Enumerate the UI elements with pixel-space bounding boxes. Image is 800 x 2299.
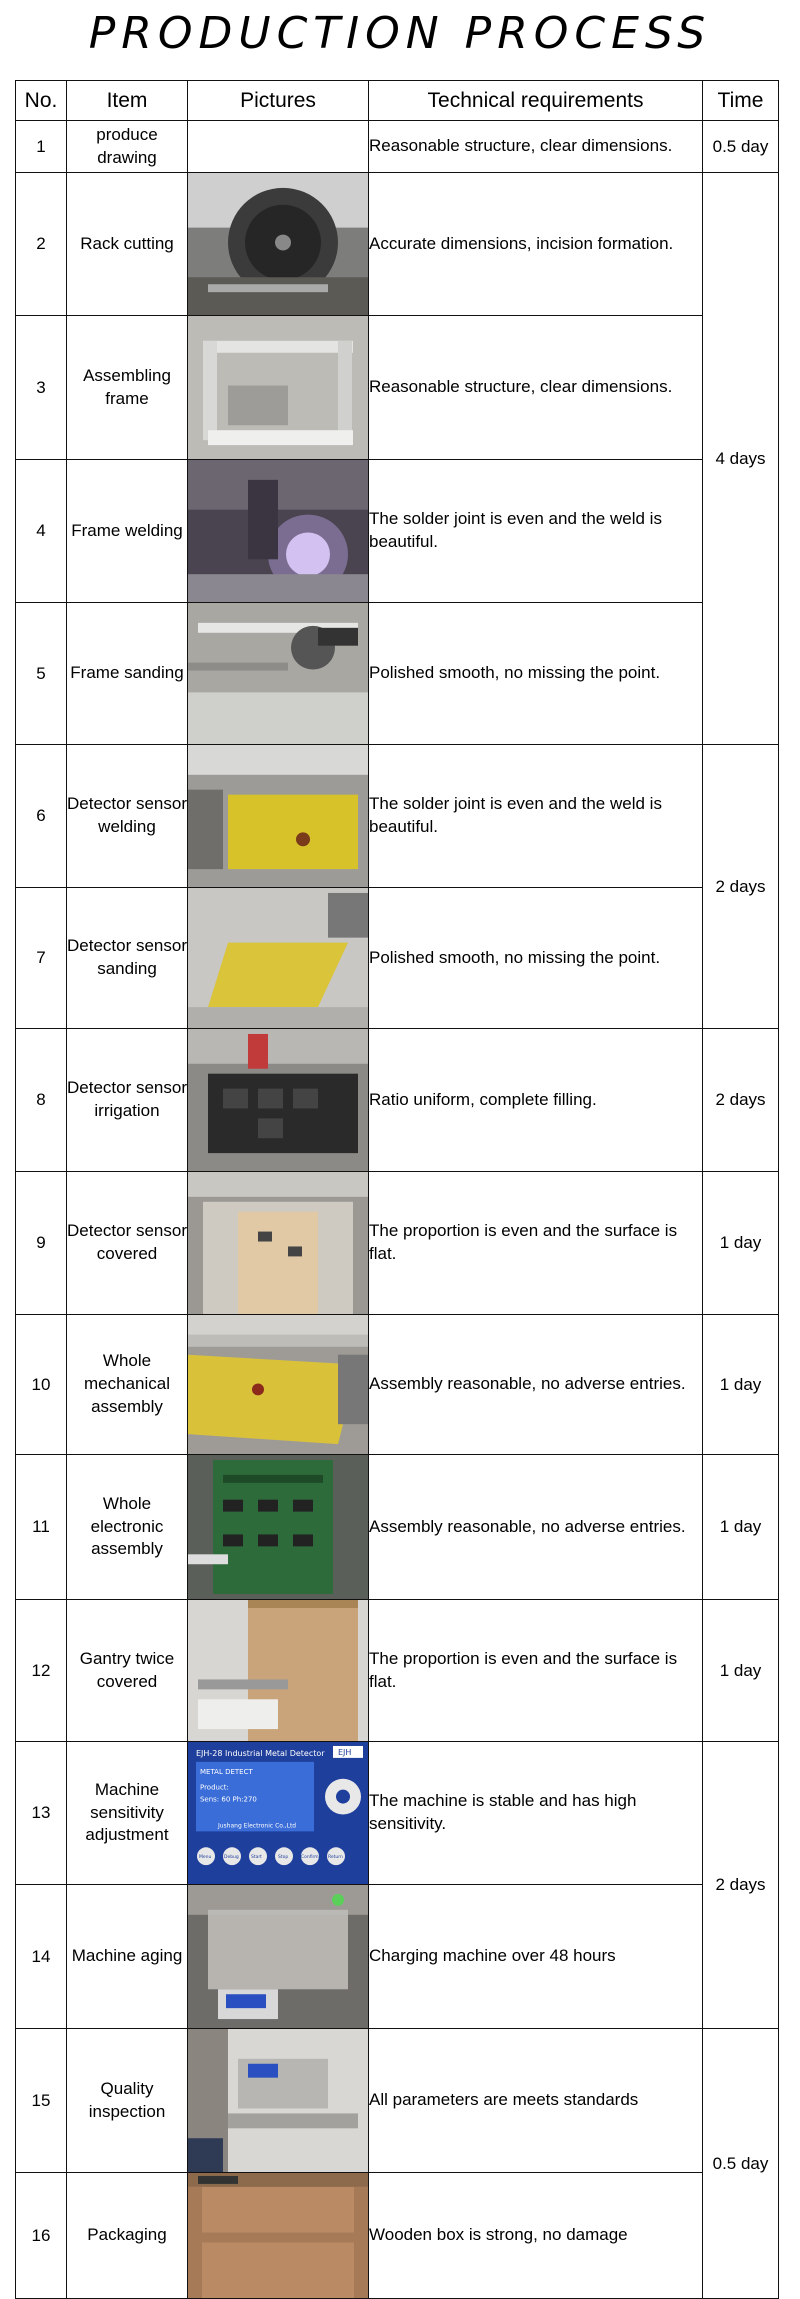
table-row — [16, 1455, 779, 1600]
row-item: Assembling frame — [67, 316, 188, 460]
row-item: Frame welding — [67, 460, 188, 603]
row-requirement: Polished smooth, no missing the point. — [369, 603, 703, 745]
row-requirement: Reasonable structure, clear dimensions. — [369, 121, 703, 173]
row-item: Frame sanding — [67, 603, 188, 745]
aging-machine-photo — [188, 1885, 368, 2028]
row-requirement: All parameters are meets standards — [369, 2029, 703, 2173]
table-row — [16, 2029, 779, 2173]
time-cell: 2 days — [703, 1742, 779, 2029]
header-item: Item — [67, 81, 188, 121]
header-no: No. — [16, 81, 67, 121]
row-item: Detector sensor covered — [67, 1172, 188, 1315]
welding-photo — [188, 460, 368, 602]
time-cell: 1 day — [703, 1172, 779, 1315]
row-item: Whole mechanical assembly — [67, 1315, 188, 1455]
row-number: 8 — [16, 1029, 67, 1172]
row-number: 15 — [16, 2029, 67, 2173]
time-cell: 0.5 day — [703, 2029, 779, 2299]
time-cell: 1 day — [703, 1315, 779, 1455]
time-cell: 2 days — [703, 745, 779, 1029]
row-item: Packaging — [67, 2173, 188, 2299]
row-number: 6 — [16, 745, 67, 888]
time-cell: 2 days — [703, 1029, 779, 1172]
sensor-welding-photo — [188, 745, 368, 887]
row-item: Quality inspection — [67, 2029, 188, 2173]
steel-frame-photo — [188, 316, 368, 459]
saw-cutting-photo — [188, 173, 368, 315]
table-row — [16, 1029, 779, 1172]
row-number: 3 — [16, 316, 67, 460]
wooden-box-photo — [188, 2173, 368, 2298]
panel-button-confirm: Confirm — [301, 1855, 319, 1861]
header-technical-requirements: Technical requirements — [369, 81, 703, 121]
table-row — [16, 888, 779, 1029]
row-number: 10 — [16, 1315, 67, 1455]
sensor-cover-photo — [188, 1172, 368, 1314]
row-number: 11 — [16, 1455, 67, 1600]
panel-button-debug: Debug — [224, 1855, 239, 1861]
row-number: 16 — [16, 2173, 67, 2299]
table-row — [16, 173, 779, 316]
mechanical-assembly-photo — [188, 1315, 368, 1454]
page-title: PRODUCTION PROCESS — [88, 8, 712, 59]
panel-button-menu: Menu — [199, 1855, 212, 1861]
row-item: Detector sensor welding — [67, 745, 188, 888]
panel-brand: EJH-28 Industrial Metal Detector — [196, 1748, 325, 1758]
production-process-table — [15, 80, 779, 2299]
row-number: 4 — [16, 460, 67, 603]
table-row — [16, 603, 779, 745]
row-requirement: The proportion is even and the surface is flat. — [369, 1600, 703, 1742]
table-row — [16, 745, 779, 888]
row-requirement: The proportion is even and the surface is flat. — [369, 1172, 703, 1315]
row-requirement: Ratio uniform, complete filling. — [369, 1029, 703, 1172]
panel-line1: METAL DETECT — [200, 1767, 253, 1776]
panel-button-stop: Stop — [278, 1855, 289, 1861]
table-row — [16, 1600, 779, 1742]
sensor-sanding-photo — [188, 888, 368, 1028]
row-requirement: Charging machine over 48 hours — [369, 1885, 703, 2029]
header-time: Time — [703, 81, 779, 121]
row-item: Detector sensor sanding — [67, 888, 188, 1029]
table-row — [16, 1885, 779, 2029]
irrigation-photo — [188, 1029, 368, 1171]
row-number: 12 — [16, 1600, 67, 1742]
panel-button-return: Return — [328, 1855, 343, 1861]
panel-line2: Product: — [200, 1783, 229, 1792]
circuit-board-photo — [188, 1455, 368, 1599]
row-requirement: Accurate dimensions, incision formation. — [369, 173, 703, 316]
row-item: Gantry twice covered — [67, 1600, 188, 1742]
row-item: Whole electronic assembly — [67, 1455, 188, 1600]
row-requirement: The solder joint is even and the weld is beautiful. — [369, 745, 703, 888]
row-requirement: Wooden box is strong, no damage — [369, 2173, 703, 2299]
row-number: 13 — [16, 1742, 67, 1885]
inspection-photo — [188, 2029, 368, 2172]
row-requirement: Assembly reasonable, no adverse entries. — [369, 1315, 703, 1455]
grinder-photo — [188, 603, 368, 744]
time-cell: 4 days — [703, 173, 779, 745]
row-requirement: Assembly reasonable, no adverse entries. — [369, 1455, 703, 1600]
control-panel-photo — [188, 1742, 368, 1884]
panel-line3: Sens: 60 Ph:270 — [200, 1795, 257, 1804]
panel-button-start: Start — [251, 1855, 262, 1861]
row-item: Machine aging — [67, 1885, 188, 2029]
header-row — [16, 81, 779, 121]
panel-logo: EJH — [338, 1747, 352, 1757]
row-requirement: The solder joint is even and the weld is beautiful. — [369, 460, 703, 603]
row-item: Rack cutting — [67, 173, 188, 316]
table-row — [16, 121, 779, 173]
time-cell: 1 day — [703, 1455, 779, 1600]
table-row — [16, 1742, 779, 1885]
time-cell: 1 day — [703, 1600, 779, 1742]
panel-company: Jushang Electronic Co.,Ltd — [218, 1822, 297, 1830]
row-number: 7 — [16, 888, 67, 1029]
table-row — [16, 460, 779, 603]
header-pictures: Pictures — [188, 81, 369, 121]
gantry-photo — [188, 1600, 368, 1741]
row-requirement: Polished smooth, no missing the point. — [369, 888, 703, 1029]
row-number: 9 — [16, 1172, 67, 1315]
row-number: 5 — [16, 603, 67, 745]
row-picture-empty — [188, 121, 369, 173]
table-row — [16, 2173, 779, 2299]
table-row — [16, 1172, 779, 1315]
row-number: 2 — [16, 173, 67, 316]
row-number: 1 — [16, 121, 67, 173]
row-item: Machine sensitivity adjustment — [67, 1742, 188, 1885]
row-requirement: Reasonable structure, clear dimensions. — [369, 316, 703, 460]
table-row — [16, 316, 779, 460]
table-row — [16, 1315, 779, 1455]
row-number: 14 — [16, 1885, 67, 2029]
row-item: Detector sensor irrigation — [67, 1029, 188, 1172]
row-requirement: The machine is stable and has high sensitivity. — [369, 1742, 703, 1885]
row-item: produce drawing — [67, 121, 188, 173]
time-cell: 0.5 day — [703, 121, 779, 173]
